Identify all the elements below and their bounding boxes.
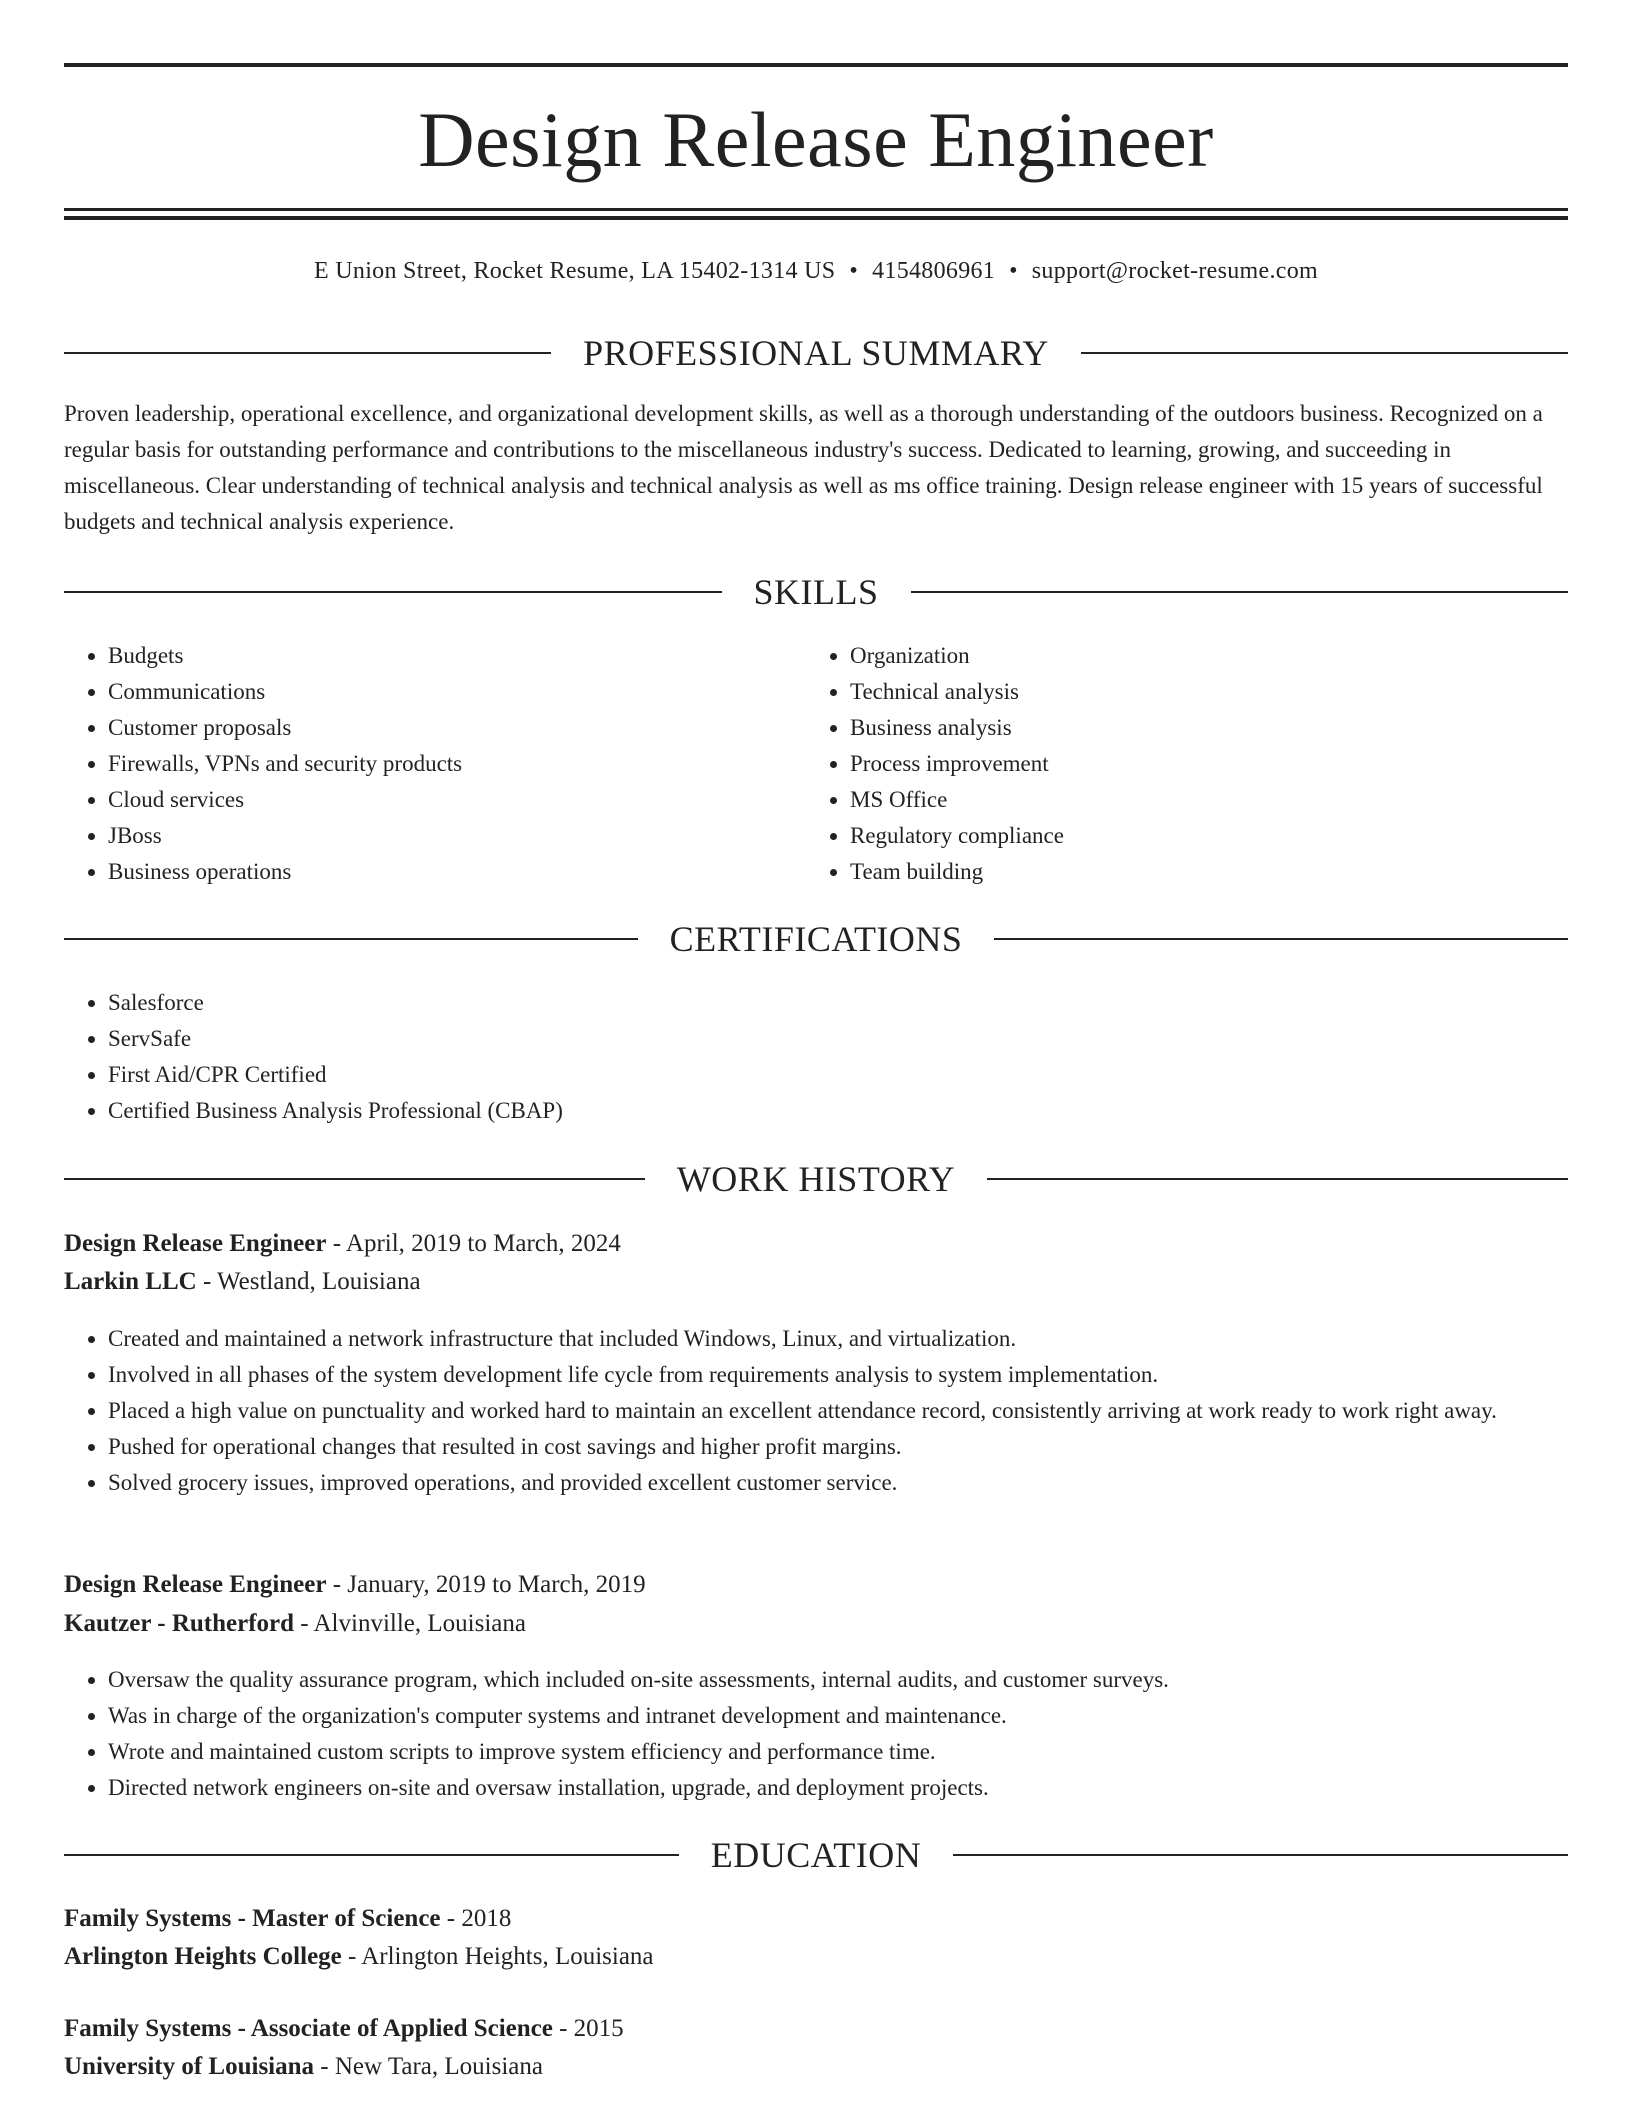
divider xyxy=(64,591,722,593)
job-bullets xyxy=(64,1321,1612,1501)
education-degree-line xyxy=(64,1902,1568,1936)
skill-item: • Process improvement xyxy=(850,746,1550,782)
section-title: CERTIFICATIONS xyxy=(669,919,963,959)
education-location: - New Tara, Louisiana xyxy=(314,2053,543,2080)
divider xyxy=(1081,352,1568,354)
certification-item: • Salesforce xyxy=(108,985,1508,1021)
contact-email[interactable]: support@rocket-resume.com xyxy=(1031,258,1318,284)
education-school-line xyxy=(64,2050,1568,2084)
certification-item: • First Aid/CPR Certified xyxy=(108,1057,1508,1093)
education-year: - 2018 xyxy=(440,1905,512,1932)
job-bullets xyxy=(64,1662,1612,1806)
education-school: University of Louisiana xyxy=(64,2053,315,2080)
skill-item: • Organization xyxy=(850,638,1550,674)
contact-separator: • xyxy=(1009,258,1018,284)
education-year: - 2015 xyxy=(552,2015,624,2042)
job-company: Larkin LLC xyxy=(64,1268,197,1295)
job-bullet: • Oversaw the quality assurance program, which included on-site assessments, internal audits, and customer surveys. xyxy=(108,1662,1612,1698)
certification-item: • Certified Business Analysis Professional (CBAP) xyxy=(108,1093,1508,1129)
job-company-line xyxy=(64,1265,1568,1299)
summary-text: Proven leadership, operational excellence, and organizational development skills, as well as a thorough understanding of the outdoors business. Recognized on a regular basis for outstanding performance and contributions to the miscellaneous industry's success. Dedicated to learning, growing, and succeeding in miscellaneous. Clear understanding of technical analysis and technical analysis as well as ms office training. Design release engineer with 15 years of successful budgets and technical analysis experience. xyxy=(64,401,1543,534)
job-bullet: • Involved in all phases of the system development life cycle from requirements analysis to system implementation. xyxy=(108,1357,1612,1393)
section-header-skills xyxy=(64,570,1568,614)
education-school: Arlington Heights College xyxy=(64,1943,342,1970)
skill-item: • Team building xyxy=(850,854,1550,890)
skills-list-left xyxy=(64,638,788,890)
certifications-list xyxy=(64,985,1508,1129)
skill-item: • Business operations xyxy=(108,854,788,890)
section-header-work-history xyxy=(64,1157,1568,1201)
contact-address: E Union Street, Rocket Resume, LA 15402-1314 US xyxy=(314,258,836,284)
section-title: EDUCATION xyxy=(710,1835,922,1875)
divider xyxy=(911,591,1569,593)
skill-item: • Firewalls, VPNs and security products xyxy=(108,746,788,782)
section-header-summary xyxy=(64,331,1568,375)
divider xyxy=(64,938,638,940)
header-double-rule xyxy=(64,208,1568,220)
job-bullet: • Created and maintained a network infrastructure that included Windows, Linux, and virtualization. xyxy=(108,1321,1612,1357)
education-degree: Family Systems - Master of Science xyxy=(64,1905,441,1932)
divider xyxy=(994,938,1568,940)
section-title: PROFESSIONAL SUMMARY xyxy=(583,333,1049,373)
section-header-education xyxy=(64,1833,1568,1877)
job-bullet: • Wrote and maintained custom scripts to improve system efficiency and performance time. xyxy=(108,1734,1612,1770)
job-bullet: • Directed network engineers on-site and oversaw installation, upgrade, and deployment projects. xyxy=(108,1770,1612,1806)
job-role: Design Release Engineer xyxy=(64,1571,327,1598)
divider xyxy=(64,352,551,354)
divider xyxy=(953,1854,1568,1856)
contact-separator: • xyxy=(849,258,859,284)
divider xyxy=(64,1178,645,1180)
skill-item: • Technical analysis xyxy=(850,674,1550,710)
skill-item: • Customer proposals xyxy=(108,710,788,746)
certification-item: • ServSafe xyxy=(108,1021,1508,1057)
education-degree-line xyxy=(64,2012,1568,2046)
skill-item: • MS Office xyxy=(850,782,1550,818)
job-company: Kautzer - Rutherford xyxy=(64,1610,295,1637)
section-header-certifications xyxy=(64,917,1568,961)
education-school-line xyxy=(64,1940,1568,1974)
divider xyxy=(987,1178,1568,1180)
top-rule xyxy=(64,63,1568,67)
skill-item: • Budgets xyxy=(108,638,788,674)
skills-list-right xyxy=(806,638,1550,890)
skill-item: • Business analysis xyxy=(850,710,1550,746)
education-degree: Family Systems - Associate of Applied Science xyxy=(64,2015,553,2042)
job-title-line xyxy=(64,1227,1568,1261)
job-bullet: • Pushed for operational changes that resulted in cost savings and higher profit margins. xyxy=(108,1429,1612,1465)
candidate-name: Design Release Engineer xyxy=(418,96,1214,183)
job-bullet: • Placed a high value on punctuality and worked hard to maintain an excellent attendance record, consistently arriving at work ready to work right away. xyxy=(108,1393,1612,1429)
job-role: Design Release Engineer xyxy=(64,1230,327,1257)
job-bullet: • Was in charge of the organization's computer systems and intranet development and maintenance. xyxy=(108,1698,1612,1734)
job-company-line xyxy=(64,1607,1568,1641)
skill-item: • Communications xyxy=(108,674,788,710)
section-title: SKILLS xyxy=(753,572,879,612)
section-title: WORK HISTORY xyxy=(676,1159,956,1199)
job-dates: - January, 2019 to March, 2019 xyxy=(326,1571,646,1598)
job-location: - Westland, Louisiana xyxy=(196,1268,421,1295)
job-location: - Alvinville, Louisiana xyxy=(294,1610,526,1637)
contact-line xyxy=(64,254,1568,288)
job-bullet: • Solved grocery issues, improved operations, and provided excellent customer service. xyxy=(108,1465,1612,1501)
contact-phone: 4154806961 xyxy=(872,258,996,284)
job-title-line xyxy=(64,1568,1568,1602)
divider xyxy=(64,1854,679,1856)
skill-item: • Regulatory compliance xyxy=(850,818,1550,854)
skill-item: • JBoss xyxy=(108,818,788,854)
skill-item: • Cloud services xyxy=(108,782,788,818)
job-dates: - April, 2019 to March, 2024 xyxy=(326,1230,621,1257)
education-location: - Arlington Heights, Louisiana xyxy=(341,1943,654,1970)
